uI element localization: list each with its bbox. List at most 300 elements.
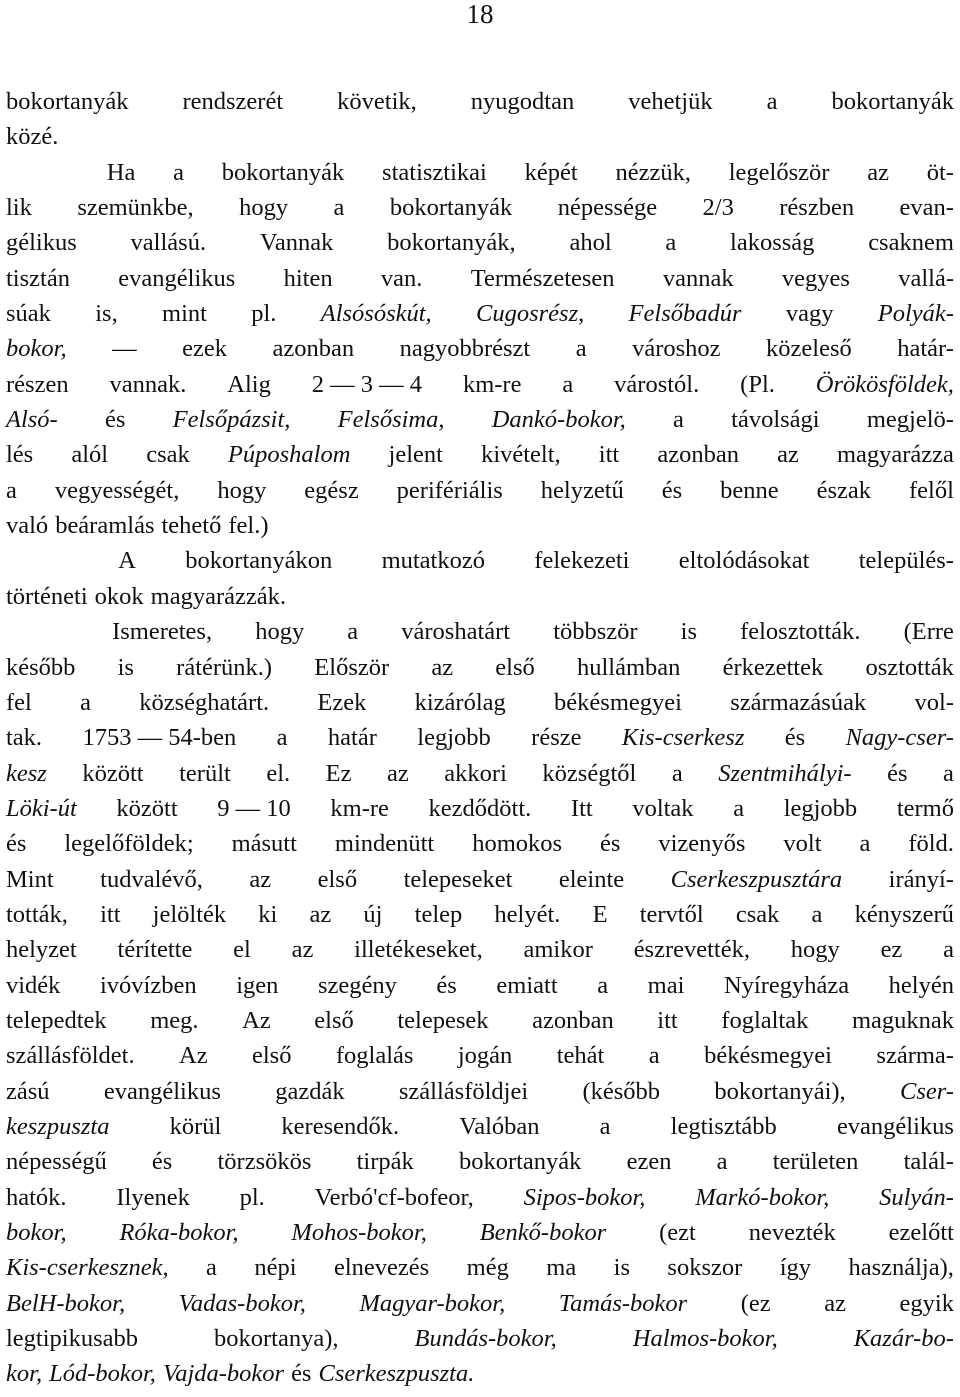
text-line [6,331,954,366]
word: a [671,759,683,787]
word: Az [242,1006,271,1034]
word: körül [169,1112,222,1140]
word: részben [779,194,855,222]
word: Szentmihályi- [718,759,852,787]
word: Mint [6,865,54,893]
word: volt [783,830,822,858]
word: csaknem [868,229,954,257]
word: km-re [462,370,522,398]
word: vehetjük [628,88,713,115]
word: Ezek [317,688,367,716]
word: Lód-bokor, [49,1360,156,1388]
word: ez [880,936,903,964]
word: vallású. [130,229,207,257]
word: származásúak [730,688,867,716]
text-line [6,685,954,720]
word: Verbó'cf-bofeor, [314,1183,474,1211]
word: való [6,512,49,540]
word: történeti [6,582,88,610]
word: alól [71,441,109,469]
word: törzsökös [217,1148,312,1176]
word: a [766,88,778,115]
word: legtisztább [670,1112,777,1140]
word: evangélikus [836,1112,954,1140]
word: másutt [231,830,297,858]
word: telepedtek [6,1006,107,1034]
word: fel [6,688,32,716]
word: észak [816,476,872,504]
word: Púposhalom [227,441,351,469]
word: és [600,830,621,858]
word: itt [100,900,121,928]
word: egyik [899,1289,954,1317]
word: szemünkbe, [77,194,194,222]
word: BelH-bokor, [6,1289,126,1317]
word: (ez [740,1289,771,1317]
word: Vadas-bokor, [178,1289,306,1317]
text-line [6,1286,954,1321]
text-line [6,155,954,190]
text-line [6,720,954,755]
word: egész [304,476,359,504]
word: van. [380,264,423,292]
word: vol- [914,688,954,716]
word: termő [896,794,954,822]
word: csak [735,900,780,928]
word: Benkő-bokor [479,1219,607,1246]
word: használja), [848,1254,954,1282]
word: pl. [251,300,277,328]
word: határ [327,724,377,752]
word: 2 — 3 — 4 [311,370,423,398]
word: bokor, [6,335,67,363]
word: Dankó-bokor, [491,406,626,434]
word: elnevezés [333,1254,430,1282]
word: ivóvízben [100,971,197,999]
word: gélikus [6,229,77,257]
word: városhoz [632,335,721,363]
word: Itt [570,794,593,822]
word: Bundás-bokor, [414,1325,557,1353]
word: Természetesen [470,264,615,292]
word: részen [6,370,69,398]
word: Az [179,1042,208,1070]
word: Nagy-cser- [845,724,954,752]
word: nézzük, [615,158,691,186]
word: távolsági [731,406,820,434]
word: első [252,1042,292,1070]
word: az [777,441,799,469]
word: vallá- [898,264,954,292]
word: bokortanyák [6,88,129,115]
word: a [943,936,954,964]
word: a [716,1148,728,1176]
word: Vannak [259,229,334,257]
word: rátérünk.) [176,653,273,681]
word: bokortanyák [831,88,954,115]
word: ahol [569,229,612,257]
word: sokszor [667,1254,743,1282]
word: Cserkeszpusztára [670,865,843,893]
word: észrevették, [633,936,750,964]
word: evan- [899,194,954,222]
text-line [6,437,954,472]
word: vegyességét, [54,476,180,504]
paragraph-indent [6,543,69,578]
word: hatók. [6,1183,67,1211]
word: súak [6,300,51,328]
text-line [6,968,954,1003]
word: helyén [888,971,954,999]
word: bokortanyák [458,1148,582,1176]
text-line [6,862,954,897]
text-line [6,84,954,119]
word: hogy [255,618,305,646]
word: Löki-út [6,794,77,822]
word: a [6,476,17,504]
word: Felsősima, [337,406,445,434]
word: Nyíregyháza [723,971,850,999]
word: népi [254,1254,297,1282]
word: vidék [6,971,61,999]
word: követik, [337,88,417,115]
word: amikor [523,936,593,964]
word: hiten [283,264,333,292]
text-line [6,402,954,437]
word: kizárólag [414,688,506,716]
word: tudvalévő, [100,865,203,893]
word: Vajda-bokor [162,1360,285,1388]
word: mai [647,971,685,999]
text-line [6,579,954,614]
word: Alsósóskút, [320,300,432,328]
word: kezdődött. [428,794,532,822]
word: kesz [6,759,47,787]
word: és [887,759,908,787]
text-line [6,1215,954,1250]
word: Róka-bokor, [119,1219,239,1246]
word: legelőször [728,158,830,186]
page-number: 18 [466,0,494,29]
word: közeleső [766,335,852,363]
word: A [118,547,136,575]
word: Örökösföldek, [815,370,954,398]
word: Cser- [899,1077,954,1105]
text-line [6,1074,954,1109]
word: az [431,653,454,681]
word: (Erre [903,618,954,646]
word: evangélikus [118,264,236,292]
word: a [665,229,677,257]
word: legelőföldek; [64,830,194,858]
word: első [495,653,535,681]
word: bokortanyák [389,194,513,222]
word: népességű [6,1148,107,1176]
word: a [80,688,91,716]
word: Polyák- [877,300,954,328]
word: el. [266,759,291,787]
word: képét [524,158,578,186]
paragraph-indent [6,155,69,190]
text-line [6,1250,954,1285]
word: km-re [330,794,389,822]
word: a [648,1042,660,1070]
word: közé. [6,123,59,151]
word: nagyobbrészt [399,335,531,363]
word: tehát [556,1042,605,1070]
word: az [387,759,409,787]
word: a [597,971,609,999]
word: legtipikusabb [6,1325,139,1353]
word: 2/3 [702,194,734,222]
text-line [6,190,954,225]
word: Cugosrész, [476,300,585,328]
paragraph-indent [6,614,69,649]
word: jelent [388,441,443,469]
word: hogy [239,194,289,222]
word: térítette [117,936,193,964]
word: bokortanyákon [185,547,333,575]
word: irányí- [888,865,954,893]
text-line [6,1003,954,1038]
word: nyugodtan [470,88,575,115]
word: Sulyán- [879,1183,954,1211]
word: tehető [161,512,222,540]
word: öt- [926,158,954,186]
word: eltolódásokat [678,547,810,575]
word: békésmegyei [554,688,682,716]
word: az [291,936,314,964]
word: Ha [106,158,136,186]
word: a [173,158,185,186]
text-line [6,119,954,154]
word: és [661,476,683,504]
text-line [6,1109,954,1144]
word: jogán [457,1042,513,1070]
word: azonban [657,441,739,469]
word: pl. [239,1183,265,1211]
word: talál- [903,1148,954,1176]
word: első [314,1006,354,1034]
word: bokor, [6,1219,67,1246]
word: Cserkeszpuszta. [318,1360,475,1388]
word: tirpák [356,1148,414,1176]
word: itt [657,1006,678,1034]
word: még [466,1254,509,1282]
word: így [779,1254,812,1282]
word: emiatt [496,971,558,999]
word: jelölték [152,900,227,928]
word: beáramlás [55,512,155,540]
word: várostól. [614,370,700,398]
word: lakosság [730,229,815,257]
word: azonban [532,1006,614,1034]
word: Ismeretes, [112,618,213,646]
text-line [6,791,954,826]
word: (ezt [659,1219,696,1246]
word: községtől [542,759,637,787]
word: település- [858,547,954,575]
word: azonban [272,335,355,363]
text-line [6,473,954,508]
word: többször [553,618,638,646]
word: tisztán [6,264,70,292]
word: Tamás-bokor [558,1289,688,1317]
word: bokortanyái), [714,1077,846,1105]
word: Felsőbadúr [628,300,742,328]
word: megjelö- [866,406,954,434]
text-line [6,367,954,402]
word: Magyar-bokor, [359,1289,506,1317]
word: mint [162,300,207,328]
word: 9 — 10 [217,794,291,822]
text-line [6,897,954,932]
word: Először [314,653,390,681]
word: Halmos-bokor, [632,1325,778,1353]
word: ezelőtt [888,1219,954,1246]
text-line [6,1038,954,1073]
word: a [562,370,574,398]
word: és [784,724,806,752]
word: itt [598,441,620,469]
word: vegyes [781,264,850,292]
word: vizenyős [658,830,746,858]
word: csak [146,441,190,469]
word: keresendők. [281,1112,400,1140]
word: evangélikus [103,1077,221,1105]
word: szállásföldjei [398,1077,529,1105]
word: akkori [444,759,507,787]
text-line [6,1321,954,1356]
word: ma [546,1254,577,1282]
word: voltak [632,794,694,822]
word: érkezettek [722,653,824,681]
word: a [276,724,288,752]
word: ezek [182,335,227,363]
word: Alsó- [6,406,58,434]
word: kényszerű [854,900,954,928]
word: foglalás [335,1042,414,1070]
word: Markó-bokor, [695,1183,830,1211]
word: a [347,618,359,646]
text-line [6,1180,954,1215]
word: békésmegyei [704,1042,832,1070]
word: 1753 — 54-ben [82,724,237,752]
word: a [599,1112,611,1140]
text-line [6,756,954,791]
word: Ilyenek [116,1183,190,1211]
word: népessége [557,194,658,222]
word: a [206,1254,217,1282]
word: legjobb [783,794,858,822]
word: bokortanyák, [387,229,516,257]
word: statisztikai [382,158,487,186]
word: később [6,653,76,681]
word: Kis-cserkesz [621,724,745,752]
word: a [811,900,823,928]
text-line [6,261,954,296]
word: (később [582,1077,661,1105]
word: telepeseket [403,865,513,893]
word: is [680,618,697,646]
word: homokos [472,830,563,858]
text-line [6,650,954,685]
word: igen [236,971,279,999]
word: a [333,194,345,222]
word: és [104,406,126,434]
word: helyét. [494,900,561,928]
word: hullámban [576,653,681,681]
word: mindenütt [334,830,435,858]
word: magyarázza [836,441,954,469]
word: gazdák [275,1077,345,1105]
word: hogy [217,476,267,504]
word: hogy [790,936,840,964]
word: szegény [317,971,397,999]
word: tervtől [639,900,704,928]
word: E [592,900,608,928]
word: ezen [626,1148,672,1176]
word: vannak. [109,370,187,398]
word: vagy [785,300,834,328]
word: a [673,406,684,434]
word: okok [94,582,144,610]
word: magyarázzák. [150,582,286,610]
word: osztották [865,653,954,681]
word: benne [720,476,779,504]
word: az [309,900,332,928]
word: felosztották. [740,618,861,646]
word: városhatárt [401,618,511,646]
word: rendszerét [182,88,284,115]
word: kivételt, [481,441,561,469]
word: és [6,830,27,858]
word: helyzet [6,936,77,964]
word: Felsőpázsit, [172,406,291,434]
text-line [6,296,954,331]
word: zású [6,1077,50,1105]
text-line [6,1356,954,1391]
word: fel.) [228,512,269,540]
word: (Pl. [740,370,775,398]
body-text [6,84,954,1392]
text-line [6,225,954,260]
word: szállásföldet. [6,1042,135,1070]
word: meg. [150,1006,199,1034]
word: területen [772,1148,859,1176]
word: — [112,335,137,363]
word: felekezeti [534,547,630,575]
text-line [6,614,954,649]
word: legjobb [417,724,491,752]
word: szárma- [876,1042,954,1070]
word: között [82,759,144,787]
word: Kazár-bo- [853,1325,954,1353]
word: kor, [6,1360,43,1388]
word: maguknak [851,1006,954,1034]
word: első [317,865,358,893]
word: és [291,1360,312,1388]
word: is [117,653,134,681]
word: Sipos-bokor, [523,1183,646,1211]
word: bokortanyák [221,158,345,186]
word: terült [179,759,231,787]
word: Kis-cserkesznek, [6,1254,169,1282]
word: eleinte [558,865,625,893]
word: lik [6,194,32,222]
word: foglaltak [721,1006,809,1034]
word: illetékeseket, [354,936,483,964]
